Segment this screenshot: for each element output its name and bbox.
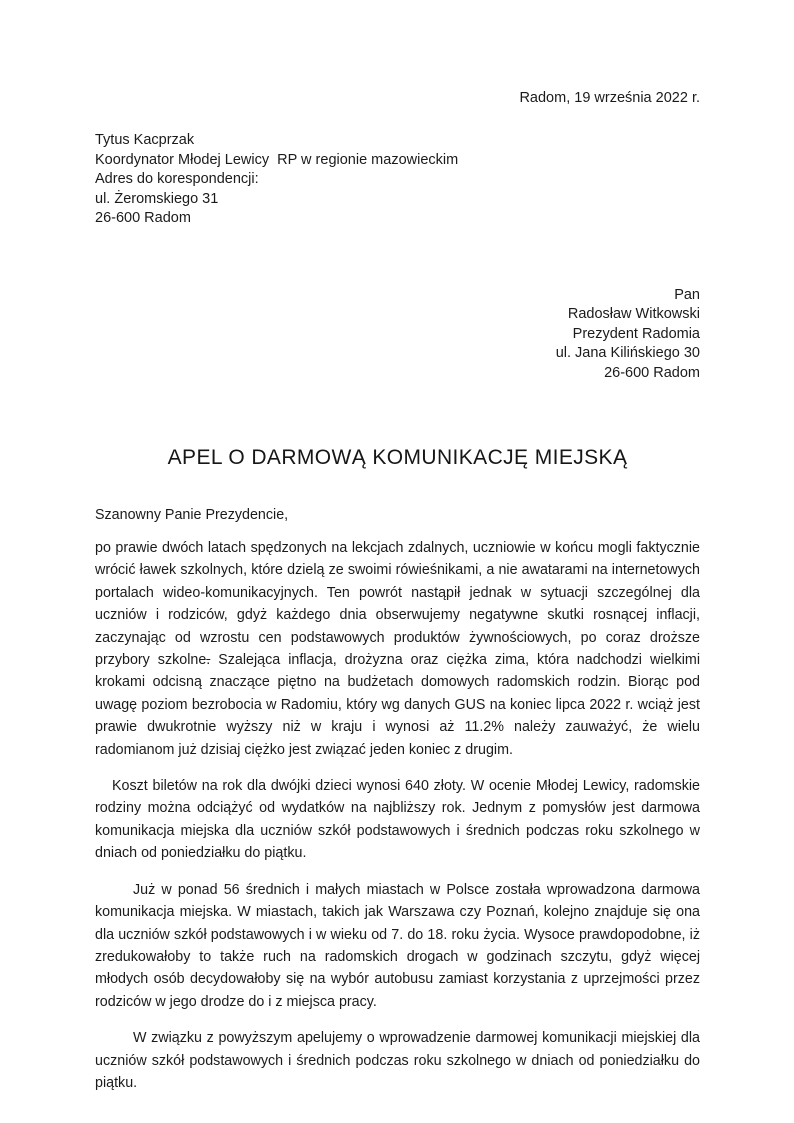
body-paragraph-2: Koszt biletów na rok dla dwójki dzieci wynosi 640 złoty. W ocenie Młodej Lewicy, radomskie rodziny można odciążyć od wydatków na najbliższy rok. Jednym z pomysłów jest darmowa komunikacja miejska dla uczniów szkół podstawowych i średnich podczas roku szkolnego w dniach od poniedziałku do piątku. (95, 778, 700, 862)
sender-name: Tytus Kacprzak (95, 132, 195, 148)
body-paragraph-4: W związku z powyższym apelujemy o wprowadzenie darmowej komunikacji miejskiej dla uczniów szkół podstawowych i średnich podczas roku szkolnego w dniach od poniedziałku do piątku. (95, 1030, 700, 1091)
recipient-name: Radosław Witkowski (567, 306, 700, 322)
body-paragraph-3: Już w ponad 56 średnich i małych miastach w Polsce została wprowadzona darmowa komunikacja miejska. W miastach, takich jak Warszawa czy Poznań, kolejno znajduje się ona dla uczniów szkół podstawowych i w wieku od 7. do 18. roku życia. Wysoce prawdopodobne, iż zredukowałoby to także ruch na radomskich drogach w godzinach szczytu, gdyż więcej młodych osób decydowałoby się na wybór autobusu zamiast korzystania z uprzejmości przez rodziców w jego drodze do i z miejsca pracy. (95, 881, 700, 1010)
letter-title: APEL O DARMOWĄ KOMUNIKACJĘ MIEJSKĄ (167, 446, 628, 469)
paragraph-1-text-before-strike: po prawie dwóch latach spędzonych na lekcjach zdalnych, uczniowie w końcu mogli faktycznie wrócić ławek szkolnych, które dzielą ze swoimi rówieśnikami, a nie awatarami na internetowych portalach wideo-komunikacyjnych. Ten powrót nastąpił jednak w sytuacji szczególnej dla uczniów i rodziców, gdyż każdego dnia obserwujemy negatywne skutki rosnącej inflacji, zaczynając od wzrostu cen podstawowych produktów żywnościowych, po coraz droższe przybory szkolne (95, 540, 700, 669)
salutation: Szanowny Panie Prezydencie, (95, 507, 289, 523)
struck-period: . (206, 652, 211, 669)
sender-address-label: Adres do korespondencji: (95, 171, 259, 187)
sender-street: ul. Żeromskiego 31 (95, 190, 219, 207)
recipient-city: 26-600 Radom (604, 364, 700, 381)
paragraph-1-text-after-strike: Szalejąca inflacja, drożyzna oraz ciężka zima, która nadchodzi wielkimi krokami odcisną znaczące piętno na budżetach domowych radomskich rodzin. Biorąc pod uwagę poziom bezrobocia w Radomiu, który wg danych GUS na koniec lipca 2022 r. wciąż jest prawie dwukrotnie wyższy niż w kraju i wynosi aż 11.2% należy zauważyć, że wielu radomianom już dzisiaj ciężko jest związać jeden koniec z drugim. (95, 652, 700, 758)
recipient-honorific: Pan (674, 286, 700, 303)
sender-address-block (95, 131, 700, 229)
recipient-address-block (95, 286, 700, 384)
recipient-role: Prezydent Radomia (572, 325, 700, 342)
letter-date: Radom, 19 września 2022 r. (519, 90, 700, 106)
sender-city: 26-600 Radom (95, 210, 191, 226)
recipient-street: ul. Jana Kilińskiego 30 (555, 345, 700, 361)
body-paragraph-1 (95, 537, 700, 761)
sender-role: Koordynator Młodej Lewicy RP w regionie mazowieckim (95, 151, 459, 168)
